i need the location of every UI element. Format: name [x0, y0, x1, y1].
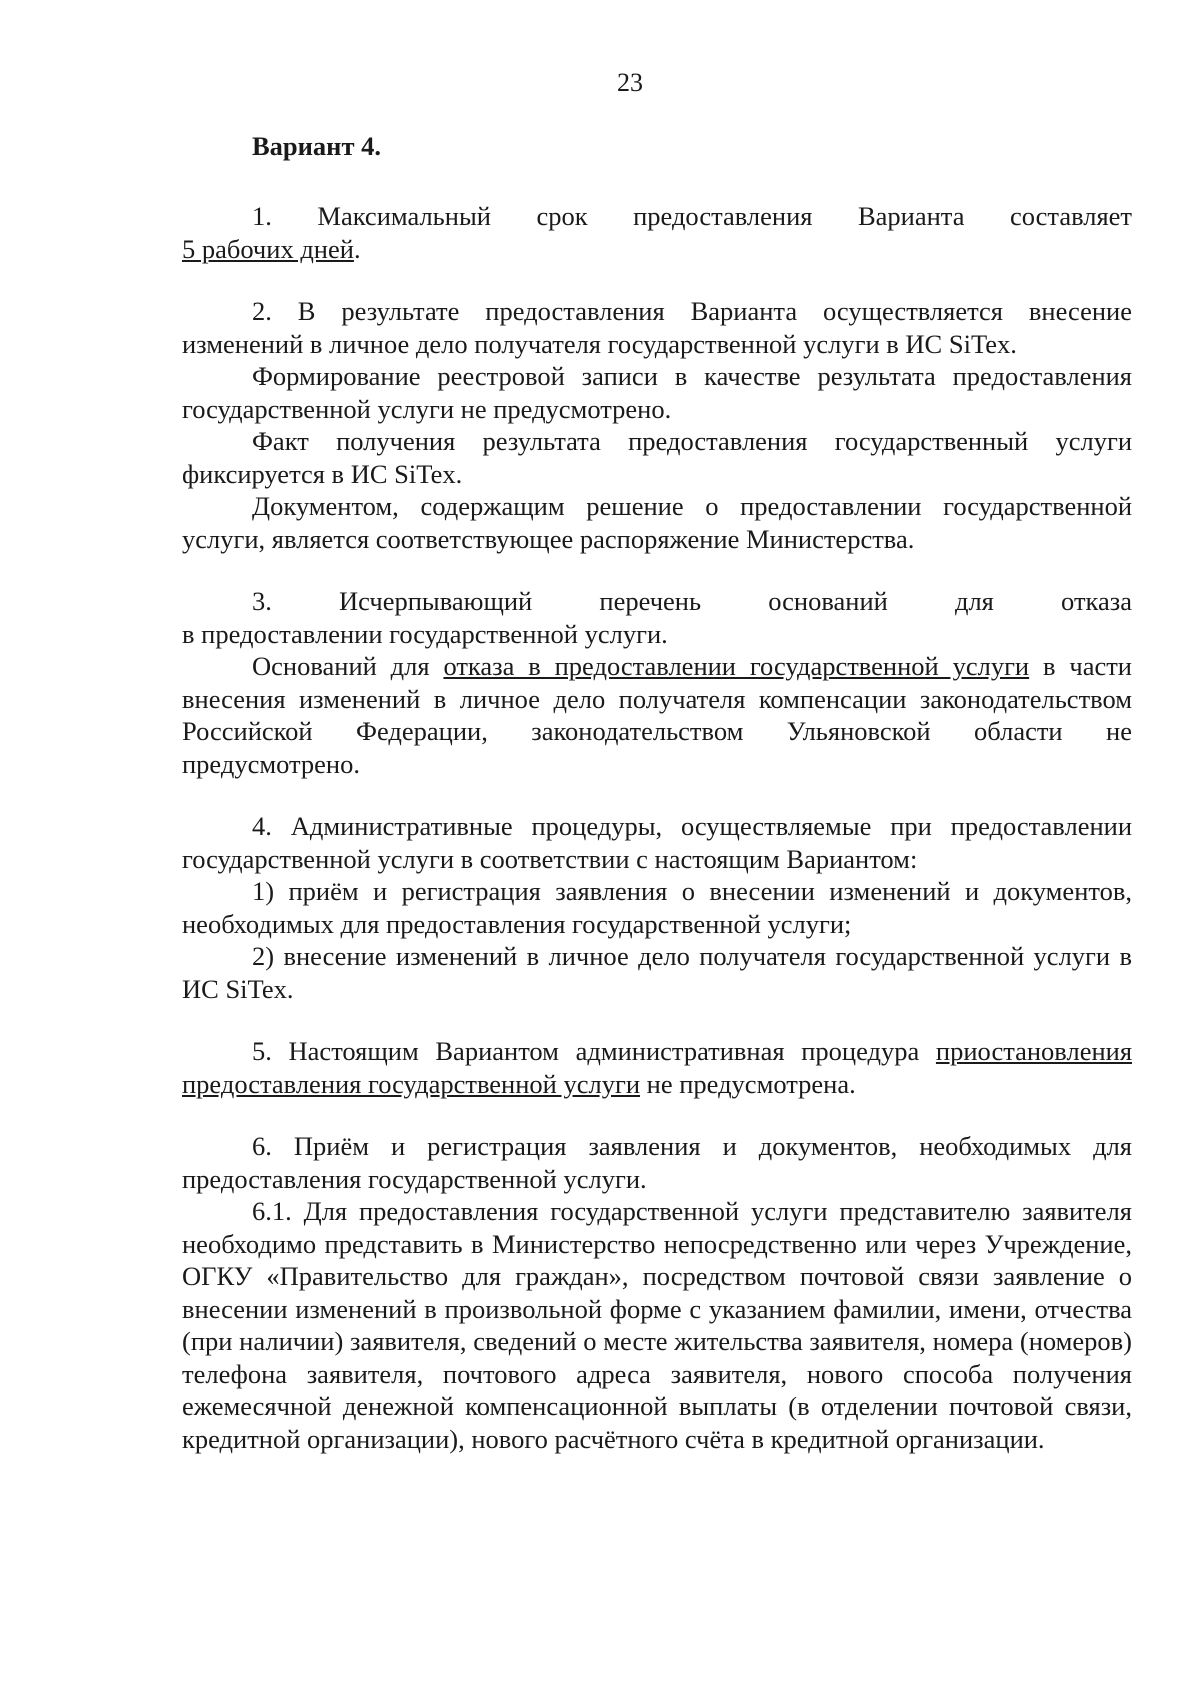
section-5-paragraph [182, 1035, 1132, 1100]
section-4 [182, 810, 1132, 1005]
section-2 [182, 295, 1132, 555]
deadline-tail: . [353, 233, 361, 264]
suspension-underlined: приостановления предоставления государственной услуги [182, 1036, 1133, 1099]
section-3-line-1: 3. Исчерпывающий перечень оснований для отказа [252, 586, 1132, 616]
section-4-paragraph-1: 4. Административные процедуры, осуществляемые при предоставлении государственной услуги в соответствии с настоящим Вариантом: [182, 811, 1132, 874]
section-4-item-1: 1) приём и регистрация заявления о внесении изменений и документов, необходимых для предоставления государственной услуги; [182, 876, 1132, 939]
suspension-text-start: 5. Настоящим Вариантом административная процедура [252, 1036, 920, 1066]
section-6 [182, 1130, 1132, 1455]
section-2-paragraph-2: Формирование реестровой записи в качестве результата предоставления государственной услуги не предусмотрено. [182, 361, 1132, 424]
section-3-line-2: в предоставлении государственной услуги. [182, 618, 668, 649]
refusal-text-end: в части внесения изменений в личное дело получателя компенсации законодательством Российской Федерации, законодательством Ульяновской области не предусмотрено. [182, 651, 1132, 779]
section-1-line-1: 1. Максимальный срок предоставления Варианта составляет [252, 201, 1132, 231]
section-1 [182, 200, 1132, 265]
section-1-line-2 [182, 233, 1132, 266]
variant-heading: Вариант 4. [252, 131, 381, 161]
deadline-underlined: 5 рабочих дней [182, 233, 354, 264]
section-6-paragraph-1: 6. Приём и регистрация заявления и документов, необходимых для предоставления государственной услуги. [182, 1131, 1132, 1194]
section-3 [182, 585, 1132, 780]
document-body [182, 130, 1132, 1485]
refusal-text-start: Оснований для [252, 651, 430, 681]
section-6-paragraph-2: 6.1. Для предоставления государственной услуги представителю заявителя необходимо представить в Министерство непосредственно или через Учреждение, ОГКУ «Правительство для граждан», посредством почтовой связи заявление о внесении изменений в произвольной форме с указанием фамилии, имени, отчества (при наличии) заявителя, сведений о месте жительства заявителя, номера (номеров) телефона заявителя, почтового адреса заявителя, нового способа получения ежемесячной денежной компенсационной выплаты (в отделении почтовой связи, кредитной организации), нового расчётного счёта в кредитной организации. [182, 1196, 1132, 1454]
section-5 [182, 1035, 1132, 1100]
section-2-paragraph-4: Документом, содержащим решение о предоставлении государственной услуги, является соответствующее распоряжение Министерства. [182, 491, 1132, 554]
section-2-paragraph-1: 2. В результате предоставления Варианта осуществляется внесение изменений в личное дело получателя государственной услуги в ИС SiTex. [182, 296, 1132, 359]
suspension-text-end: не предусмотрена. [646, 1068, 856, 1099]
refusal-underlined: отказа в предоставлении государственной услуги [443, 651, 1030, 681]
section-4-item-2: 2) внесение изменений в личное дело получателя государственной услуги в ИС SiTex. [182, 941, 1132, 1004]
section-3-paragraph-2 [182, 650, 1132, 780]
section-2-paragraph-3: Факт получения результата предоставления государственный услуги фиксируется в ИС SiTex. [182, 426, 1132, 489]
page-number: 23 [617, 68, 643, 97]
